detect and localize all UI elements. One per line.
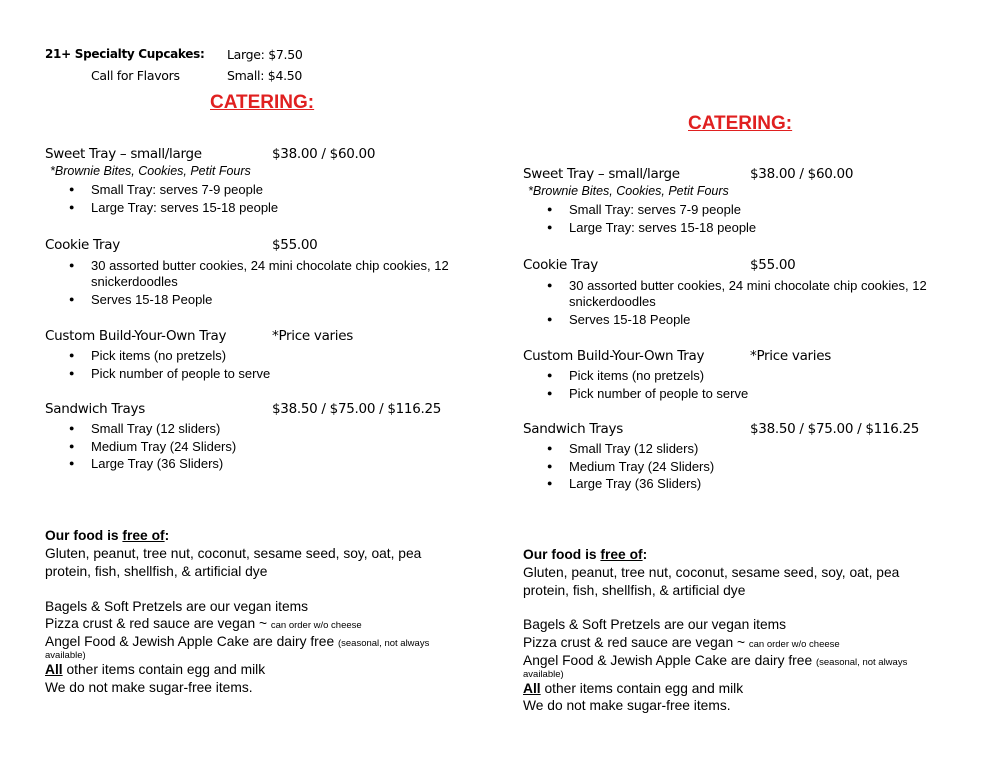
dairy-free-main: Angel Food & Jewish Apple Cake are dairy free <box>523 653 816 668</box>
cookie-tray-bullet-continued: snickerdoodles <box>569 294 656 309</box>
bullet-icon: ● <box>69 441 75 451</box>
cookie-tray-price: $55.00 <box>750 257 796 273</box>
free-of-prefix: Our food is <box>523 547 601 562</box>
dairy-free-note <box>523 653 907 668</box>
sandwich-trays-name: Sandwich Trays <box>45 401 145 417</box>
egg-milk-note <box>523 681 743 696</box>
bullet-icon: ● <box>69 202 75 212</box>
bullet-icon: ● <box>547 388 553 398</box>
sweet-tray-price: $38.00 / $60.00 <box>272 146 376 162</box>
bullet-icon: ● <box>547 222 553 232</box>
sandwich-trays-price: $38.50 / $75.00 / $116.25 <box>750 421 920 437</box>
custom-tray-bullet: Pick number of people to serve <box>91 366 271 381</box>
sandwich-tray-bullet: Medium Tray (24 Sliders) <box>91 439 237 454</box>
bullet-icon: ● <box>547 280 553 290</box>
pizza-note <box>45 616 362 631</box>
catering-heading: CATERING: <box>688 113 793 134</box>
custom-tray-name: Custom Build-Your-Own Tray <box>523 348 705 364</box>
cookie-tray-bullet: 30 assorted butter cookies, 24 mini chocolate chip cookies, 12 <box>569 278 927 293</box>
bullet-icon: ● <box>69 260 75 270</box>
allergens-line: protein, fish, shellfish, & artificial dye <box>523 583 746 598</box>
bullet-icon: ● <box>547 370 553 380</box>
allergens-line: Gluten, peanut, tree nut, coconut, sesame seed, soy, oat, pea <box>45 546 422 561</box>
bullet-icon: ● <box>547 314 553 324</box>
all-emphasis: All <box>45 662 63 677</box>
cookie-tray-bullet: Serves 15-18 People <box>91 292 213 307</box>
sugar-free-note: We do not make sugar-free items. <box>45 680 253 695</box>
all-emphasis: All <box>523 681 541 696</box>
cupcakes-large-price: Large: $7.50 <box>227 47 303 62</box>
bullet-icon: ● <box>69 350 75 360</box>
custom-tray-bullet: Pick items (no pretzels) <box>91 348 227 363</box>
vegan-items-note: Bagels & Soft Pretzels are our vegan items <box>45 599 309 614</box>
cupcakes-label: 21+ Specialty Cupcakes: <box>45 47 205 61</box>
custom-tray-name: Custom Build-Your-Own Tray <box>45 328 227 344</box>
cookie-tray-name: Cookie Tray <box>45 237 120 253</box>
sandwich-tray-bullet: Small Tray (12 sliders) <box>569 441 699 456</box>
cookie-tray-bullet-continued: snickerdoodles <box>91 274 178 289</box>
free-of-heading <box>523 547 647 562</box>
sandwich-tray-bullet: Small Tray (12 sliders) <box>91 421 221 436</box>
dairy-free-note <box>45 634 429 649</box>
cookie-tray-price: $55.00 <box>272 237 318 253</box>
custom-tray-bullet: Pick items (no pretzels) <box>569 368 705 383</box>
cupcakes-small-price: Small: $4.50 <box>227 68 303 83</box>
sweet-tray-name: Sweet Tray – small/large <box>45 146 202 162</box>
custom-tray-price: *Price varies <box>272 328 353 344</box>
sweet-tray-bullet: Small Tray: serves 7-9 people <box>91 182 263 197</box>
bullet-icon: ● <box>69 423 75 433</box>
sweet-tray-bullet: Large Tray: serves 15-18 people <box>569 220 757 235</box>
free-of-emphasis: free of <box>122 528 165 543</box>
egg-milk-rest: other items contain egg and milk <box>62 662 266 677</box>
sweet-tray-name: Sweet Tray – small/large <box>523 166 680 182</box>
sweet-tray-price: $38.00 / $60.00 <box>750 166 854 182</box>
custom-tray-bullet: Pick number of people to serve <box>569 386 749 401</box>
cookie-tray-name: Cookie Tray <box>523 257 598 273</box>
sweet-tray-bullet: Small Tray: serves 7-9 people <box>569 202 741 217</box>
bullet-icon: ● <box>547 478 553 488</box>
bullet-icon: ● <box>69 294 75 304</box>
sandwich-tray-bullet: Large Tray (36 Sliders) <box>91 456 224 471</box>
dairy-free-fine: (seasonal, not always <box>337 638 430 649</box>
free-of-heading <box>45 528 169 543</box>
free-of-prefix: Our food is <box>45 528 123 543</box>
sweet-tray-subtitle: *Brownie Bites, Cookies, Petit Fours <box>50 164 251 178</box>
sweet-tray-subtitle: *Brownie Bites, Cookies, Petit Fours <box>528 184 729 198</box>
allergens-line: Gluten, peanut, tree nut, coconut, sesame seed, soy, oat, pea <box>523 565 900 580</box>
bullet-icon: ● <box>547 461 553 471</box>
pizza-note-main: Pizza crust & red sauce are vegan ~ <box>523 635 749 650</box>
pizza-note-fine: can order w/o cheese <box>270 620 362 631</box>
pizza-note-fine: can order w/o cheese <box>748 639 840 650</box>
dairy-free-fine-continued: available) <box>523 669 564 680</box>
cupcakes-call-note: Call for Flavors <box>91 68 180 83</box>
sandwich-tray-bullet: Medium Tray (24 Sliders) <box>569 459 715 474</box>
pizza-note <box>523 635 840 650</box>
allergens-line: protein, fish, shellfish, & artificial dye <box>45 564 268 579</box>
free-of-colon: : <box>642 547 648 562</box>
dairy-free-main: Angel Food & Jewish Apple Cake are dairy free <box>45 634 338 649</box>
bullet-icon: ● <box>69 458 75 468</box>
sandwich-trays-price: $38.50 / $75.00 / $116.25 <box>272 401 442 417</box>
bullet-icon: ● <box>69 368 75 378</box>
sandwich-tray-bullet: Large Tray (36 Sliders) <box>569 476 702 491</box>
dairy-free-fine: (seasonal, not always <box>815 657 908 668</box>
bullet-icon: ● <box>547 443 553 453</box>
bullet-icon: ● <box>69 184 75 194</box>
egg-milk-rest: other items contain egg and milk <box>540 681 744 696</box>
sweet-tray-bullet: Large Tray: serves 15-18 people <box>91 200 279 215</box>
dairy-free-fine-continued: available) <box>45 650 86 661</box>
free-of-colon: : <box>164 528 170 543</box>
sugar-free-note: We do not make sugar-free items. <box>523 698 731 713</box>
pizza-note-main: Pizza crust & red sauce are vegan ~ <box>45 616 271 631</box>
vegan-items-note: Bagels & Soft Pretzels are our vegan items <box>523 617 787 632</box>
bullet-icon: ● <box>547 204 553 214</box>
cookie-tray-bullet: Serves 15-18 People <box>569 312 691 327</box>
cookie-tray-bullet: 30 assorted butter cookies, 24 mini chocolate chip cookies, 12 <box>91 258 449 273</box>
custom-tray-price: *Price varies <box>750 348 831 364</box>
sandwich-trays-name: Sandwich Trays <box>523 421 623 437</box>
catering-heading: CATERING: <box>210 92 315 113</box>
egg-milk-note <box>45 662 265 677</box>
free-of-emphasis: free of <box>600 547 643 562</box>
